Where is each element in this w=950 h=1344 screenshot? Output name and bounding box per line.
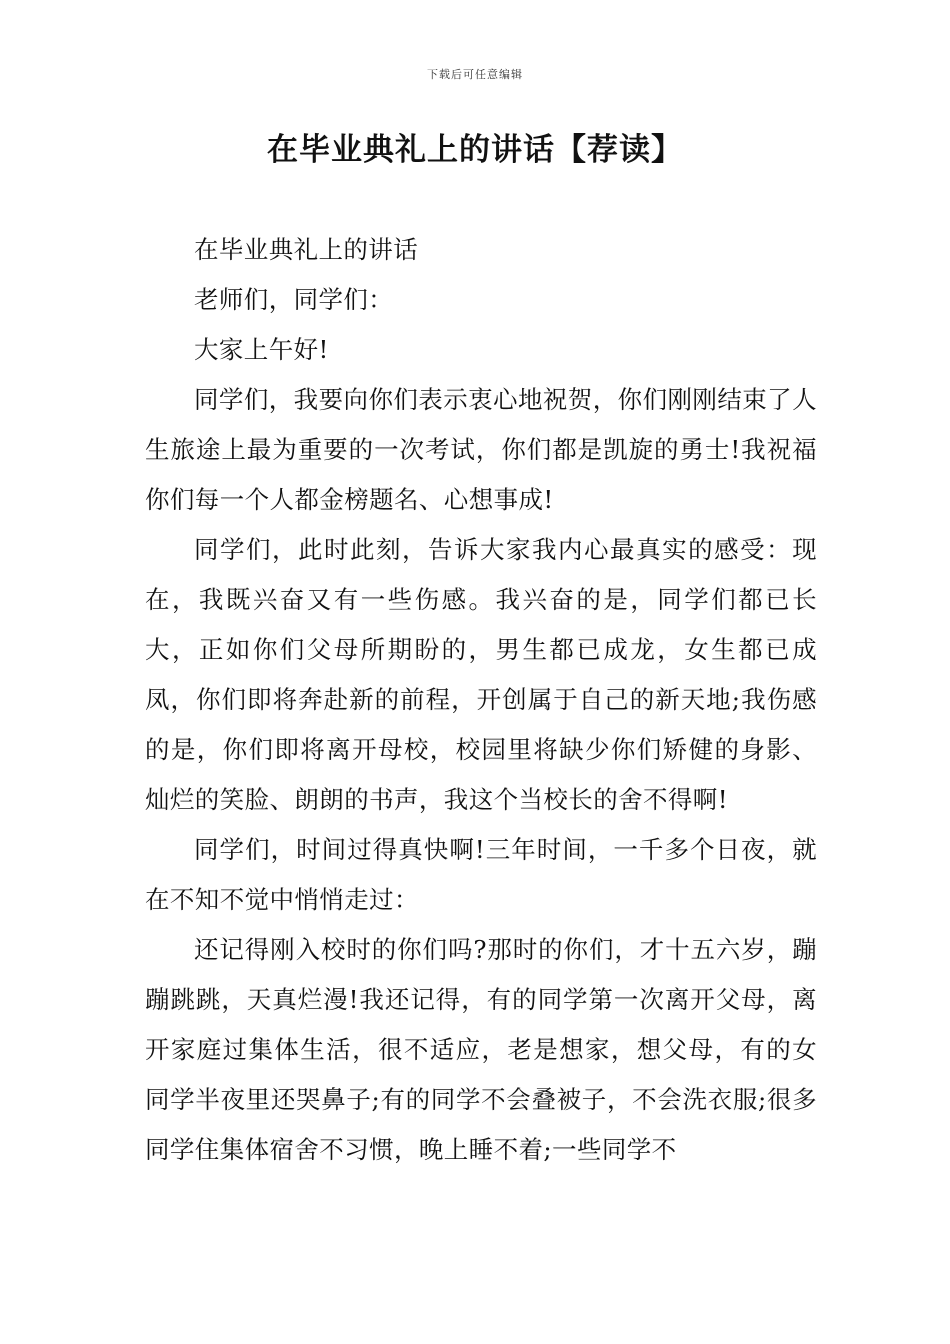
document-title: 在毕业典礼上的讲话【荐读】 [267, 132, 683, 168]
header-note: 下载后可任意编辑 [427, 68, 523, 81]
paragraph-feelings: 同学们，此时此刻，告诉大家我内心最真实的感受：现在，我既兴奋又有一些伤感。我兴奋的是，同学们都已长大，正如你们父母所期盼的，男生都已成龙，女生都已成凤，你们即将奔赴新的前程，开创属于自己的新天地;我伤感的是，你们即将离开母校，校园里将缺少你们矫健的身影、灿烂的笑脸、朗朗的书声，我这个当校长的舍不得啊! [145, 535, 817, 814]
paragraph-salutation: 老师们，同学们： [194, 285, 394, 314]
paragraph-memories: 还记得刚入校时的你们吗?那时的你们，才十五六岁，蹦蹦跳跳，天真烂漫!我还记得，有的同学第一次离开父母，离开家庭过集体生活，很不适应，老是想家，想父母，有的女同学半夜里还哭鼻子;有的同学不会叠被子，不会洗衣服;很多同学住集体宿舍不习惯，晚上睡不着;一些同学不 [145, 935, 817, 1164]
paragraph-subtitle: 在毕业典礼上的讲话 [194, 235, 419, 264]
paragraph-greeting: 大家上午好! [194, 335, 329, 364]
paragraph-time-passes: 同学们，时间过得真快啊!三年时间，一千多个日夜，就在不知不觉中悄悄走过： [145, 835, 817, 914]
document-body [145, 225, 817, 1175]
paragraph-congratulations: 同学们，我要向你们表示衷心地祝贺，你们刚刚结束了人生旅途上最为重要的一次考试，你们都是凯旋的勇士!我祝福你们每一个人都金榜题名、心想事成! [145, 385, 817, 514]
